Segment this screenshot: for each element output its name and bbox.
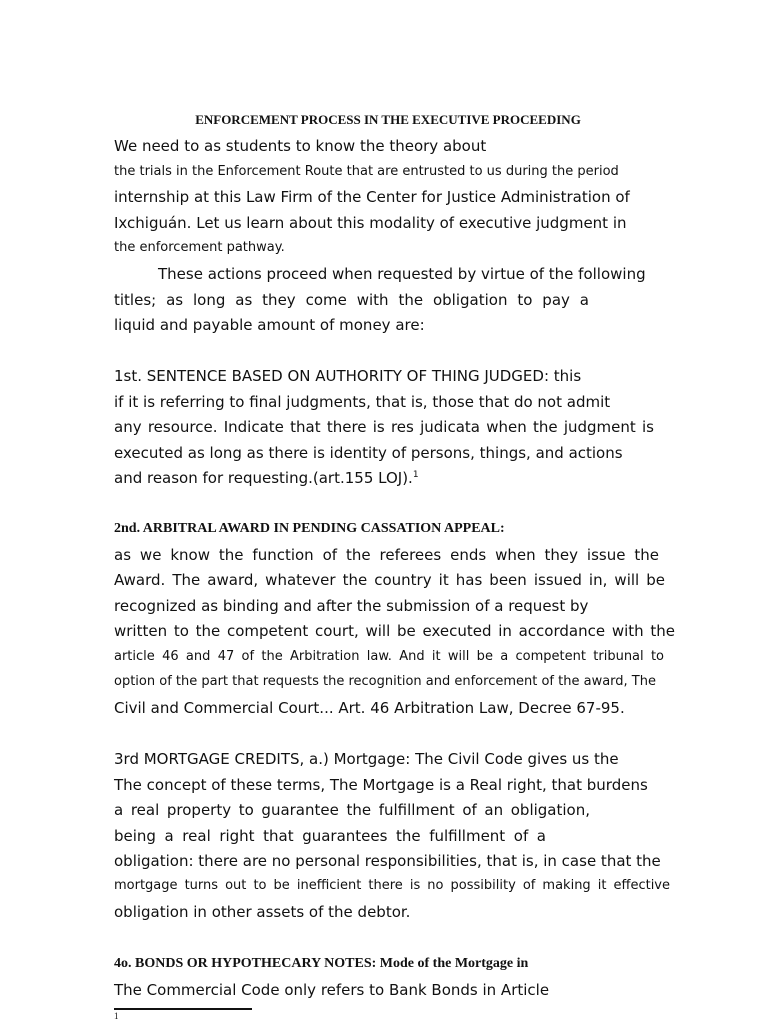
document-title: ENFORCEMENT PROCESS IN THE EXECUTIVE PROCEEDING	[195, 112, 581, 127]
footnote-reference: 1	[412, 470, 419, 480]
section-3-line: obligation: there are no personal responsibilities, that is, in case that the	[114, 852, 661, 870]
section-2-line: as we know the function of the referees ends when they issue the	[114, 546, 659, 564]
section-1-line: executed as long as there is identity of persons, things, and actions	[114, 444, 623, 462]
section-3-heading: 3rd MORTGAGE CREDITS, a.) Mortgage: The Civil Code gives us the	[114, 750, 619, 768]
section-1-line	[114, 469, 419, 487]
intro-line: internship at this Law Firm of the Center for Justice Administration of	[114, 188, 630, 206]
paragraph-line: liquid and payable amount of money are:	[114, 316, 425, 334]
section-2-line: written to the competent court, will be executed in accordance with the	[114, 622, 675, 640]
paragraph-line: titles; as long as they come with the obligation to pay a	[114, 291, 589, 309]
section-1-heading: 1st. SENTENCE BASED ON AUTHORITY OF THING JUDGED: this	[114, 367, 582, 385]
section-2-line: Award. The award, whatever the country it has been issued in, will be	[114, 571, 665, 589]
paragraph-line: These actions proceed when requested by virtue of the following	[158, 265, 646, 283]
intro-line: Ixchiguán. Let us learn about this modality of executive judgment in	[114, 214, 627, 232]
section-2-line: article 46 and 47 of the Arbitration law. And it will be a competent tribunal to	[114, 649, 664, 664]
section-2-heading: 2nd. ARBITRAL AWARD IN PENDING CASSATION APPEAL:	[114, 521, 505, 536]
intro-line: the trials in the Enforcement Route that are entrusted to us during the period	[114, 164, 619, 179]
intro-line: the enforcement pathway.	[114, 240, 285, 255]
section-1-line: if it is referring to final judgments, that is, those that do not admit	[114, 393, 611, 411]
section-3-line: a real property to guarantee the fulfillment of an obligation,	[114, 801, 590, 819]
section-4-line: The Commercial Code only refers to Bank Bonds in Article	[114, 981, 550, 999]
section-4-heading: 4o. BONDS OR HYPOTHECARY NOTES: Mode of the Mortgage in	[114, 956, 529, 971]
section-3-line: being a real right that guarantees the fulfillment of a	[114, 827, 546, 845]
footnote-separator	[114, 1008, 252, 1010]
footnote-number: 1	[114, 1011, 119, 1021]
section-3-line: mortgage turns out to be inefficient there is no possibility of making it effective	[114, 878, 670, 893]
section-2-line: Civil and Commercial Court... Art. 46 Arbitration Law, Decree 67-95.	[114, 699, 625, 717]
section-2-line: recognized as binding and after the submission of a request by	[114, 597, 589, 615]
section-1-line-text: and reason for requesting.(art.155 LOJ).	[114, 469, 413, 487]
section-3-line: The concept of these terms, The Mortgage is a Real right, that burdens	[114, 776, 648, 794]
section-2-line: option of the part that requests the recognition and enforcement of the award, The	[114, 674, 656, 689]
section-3-line: obligation in other assets of the debtor.	[114, 903, 411, 921]
intro-line: We need to as students to know the theory about	[114, 137, 487, 155]
section-1-line: any resource. Indicate that there is res judicata when the judgment is	[114, 418, 654, 436]
